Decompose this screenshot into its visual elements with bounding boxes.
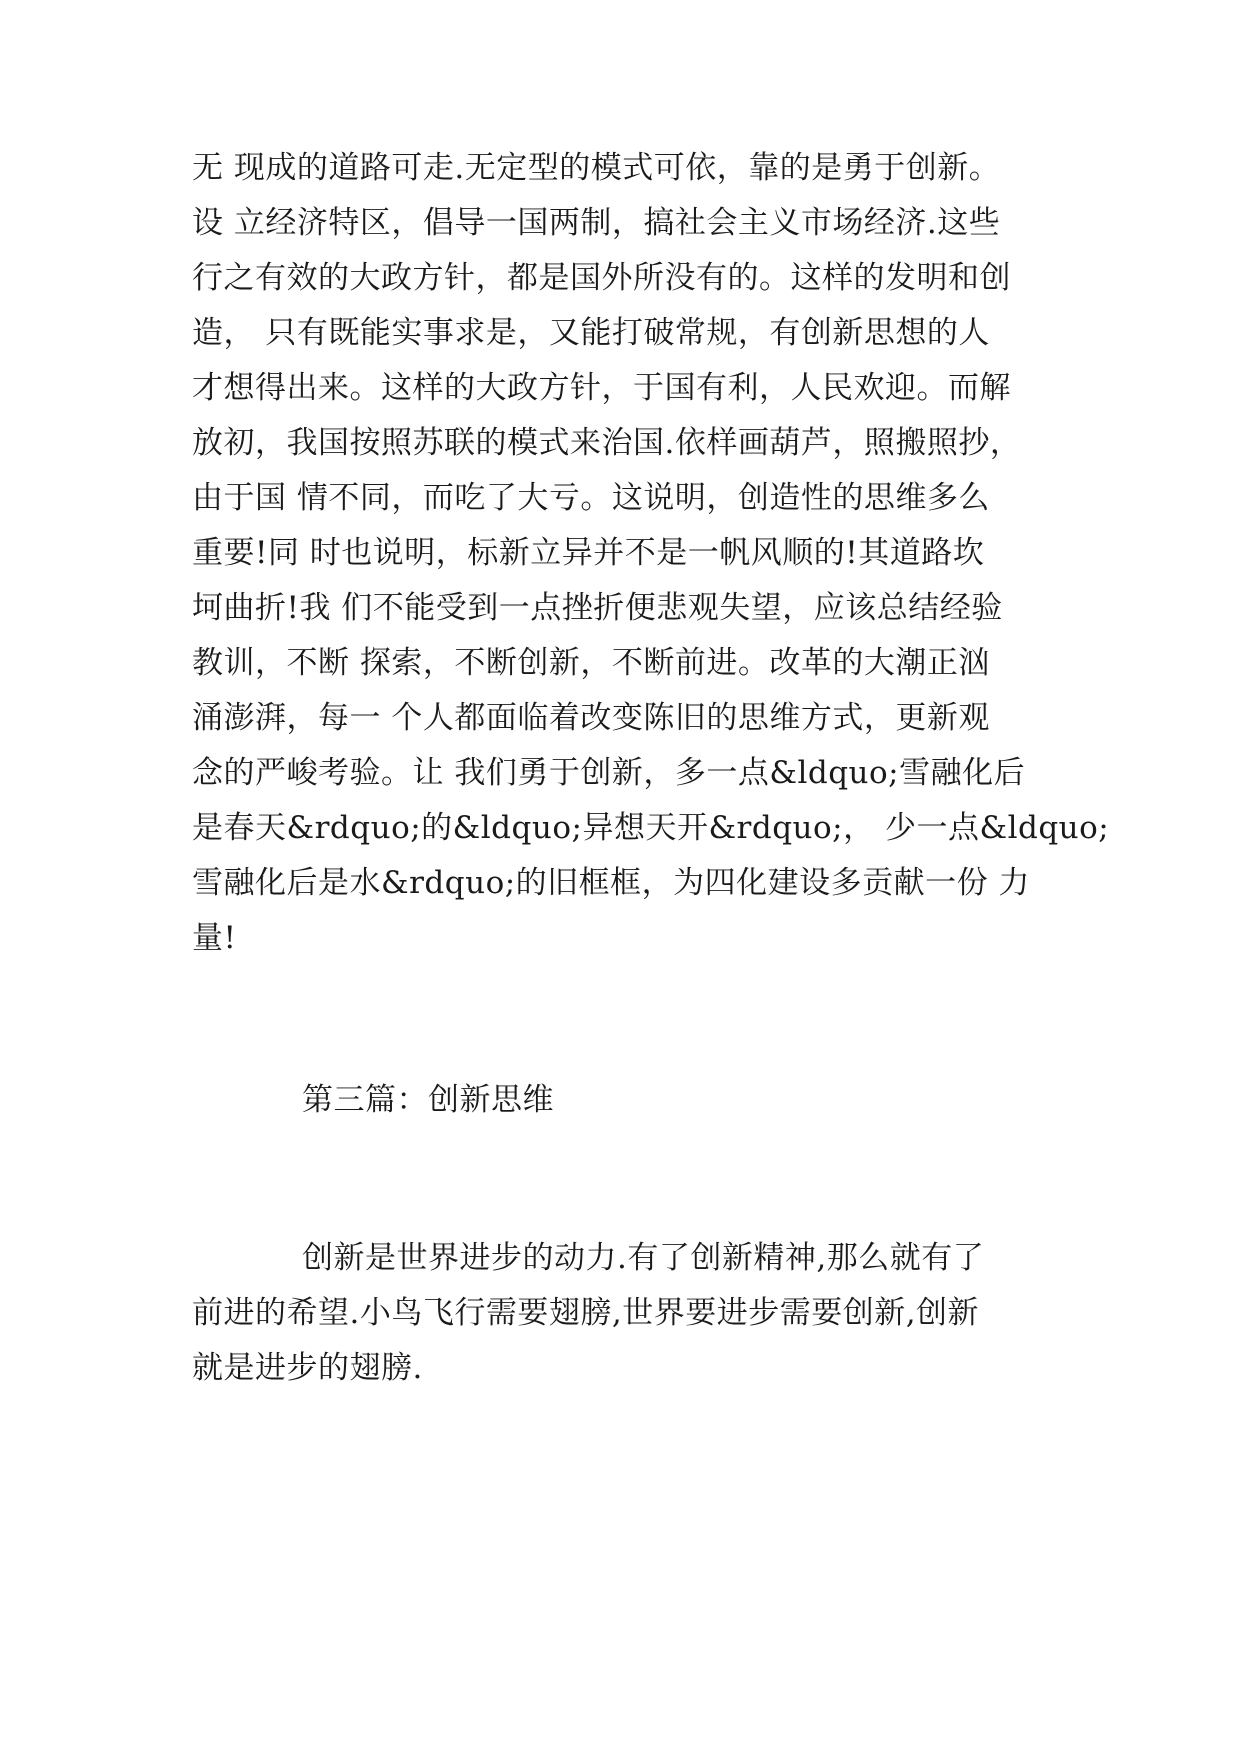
paragraph-1-line-9: 坷曲折!我 们不能受到一点挫折便悲观失望，应该总结经验 <box>192 590 1003 626</box>
paragraph-2-line-1: 创新是世界进步的动力.有了创新精神,那么就有了 <box>302 1240 985 1276</box>
paragraph-1-line-2: 设 立经济特区，倡导一国两制，搞社会主义市场经济.这些 <box>192 205 1001 241</box>
paragraph-1-line-11: 涌澎湃，每一 个人都面临着改变陈旧的思维方式，更新观 <box>192 700 990 736</box>
paragraph-1-line-4: 造， 只有既能实事求是，又能打破常规，有创新思想的人 <box>192 315 990 351</box>
paragraph-1-line-15: 量! <box>192 920 237 956</box>
paragraph-2-line-2: 前进的希望.小鸟飞行需要翅膀,世界要进步需要创新,创新 <box>192 1295 980 1331</box>
paragraph-1-line-13: 是春天&rdquo;的&ldquo;异想天开&rdquo;， 少一点&ldquo; <box>192 810 1110 846</box>
section-title: 第三篇：创新思维 <box>302 1082 554 1118</box>
paragraph-1-line-5: 才想得出来。这样的大政方针，于国有利，人民欢迎。而解 <box>192 370 1011 406</box>
paragraph-1-line-7: 由于国 情不同，而吃了大亏。这说明，创造性的思维多么 <box>192 480 990 516</box>
paragraph-1-line-3: 行之有效的大政方针，都是国外所没有的。这样的发明和创 <box>192 260 1011 296</box>
paragraph-1-line-10: 教训，不断 探索，不断创新，不断前进。改革的大潮正汹 <box>192 645 990 681</box>
paragraph-1-line-1: 无 现成的道路可走.无定型的模式可依，靠的是勇于创新。 <box>192 150 1001 186</box>
paragraph-1-line-14: 雪融化后是水&rdquo;的旧框框，为四化建设多贡献一份 力 <box>192 865 1031 901</box>
paragraph-1-line-6: 放初，我国按照苏联的模式来治国.依样画葫芦，照搬照抄， <box>192 425 1022 461</box>
paragraph-1-line-12: 念的严峻考验。让 我们勇于创新，多一点&ldquo;雪融化后 <box>192 755 1026 791</box>
paragraph-1-line-8: 重要!同 时也说明，标新立异并不是一帆风顺的!其道路坎 <box>192 535 985 571</box>
paragraph-2-line-3: 就是进步的翅膀. <box>192 1350 423 1386</box>
